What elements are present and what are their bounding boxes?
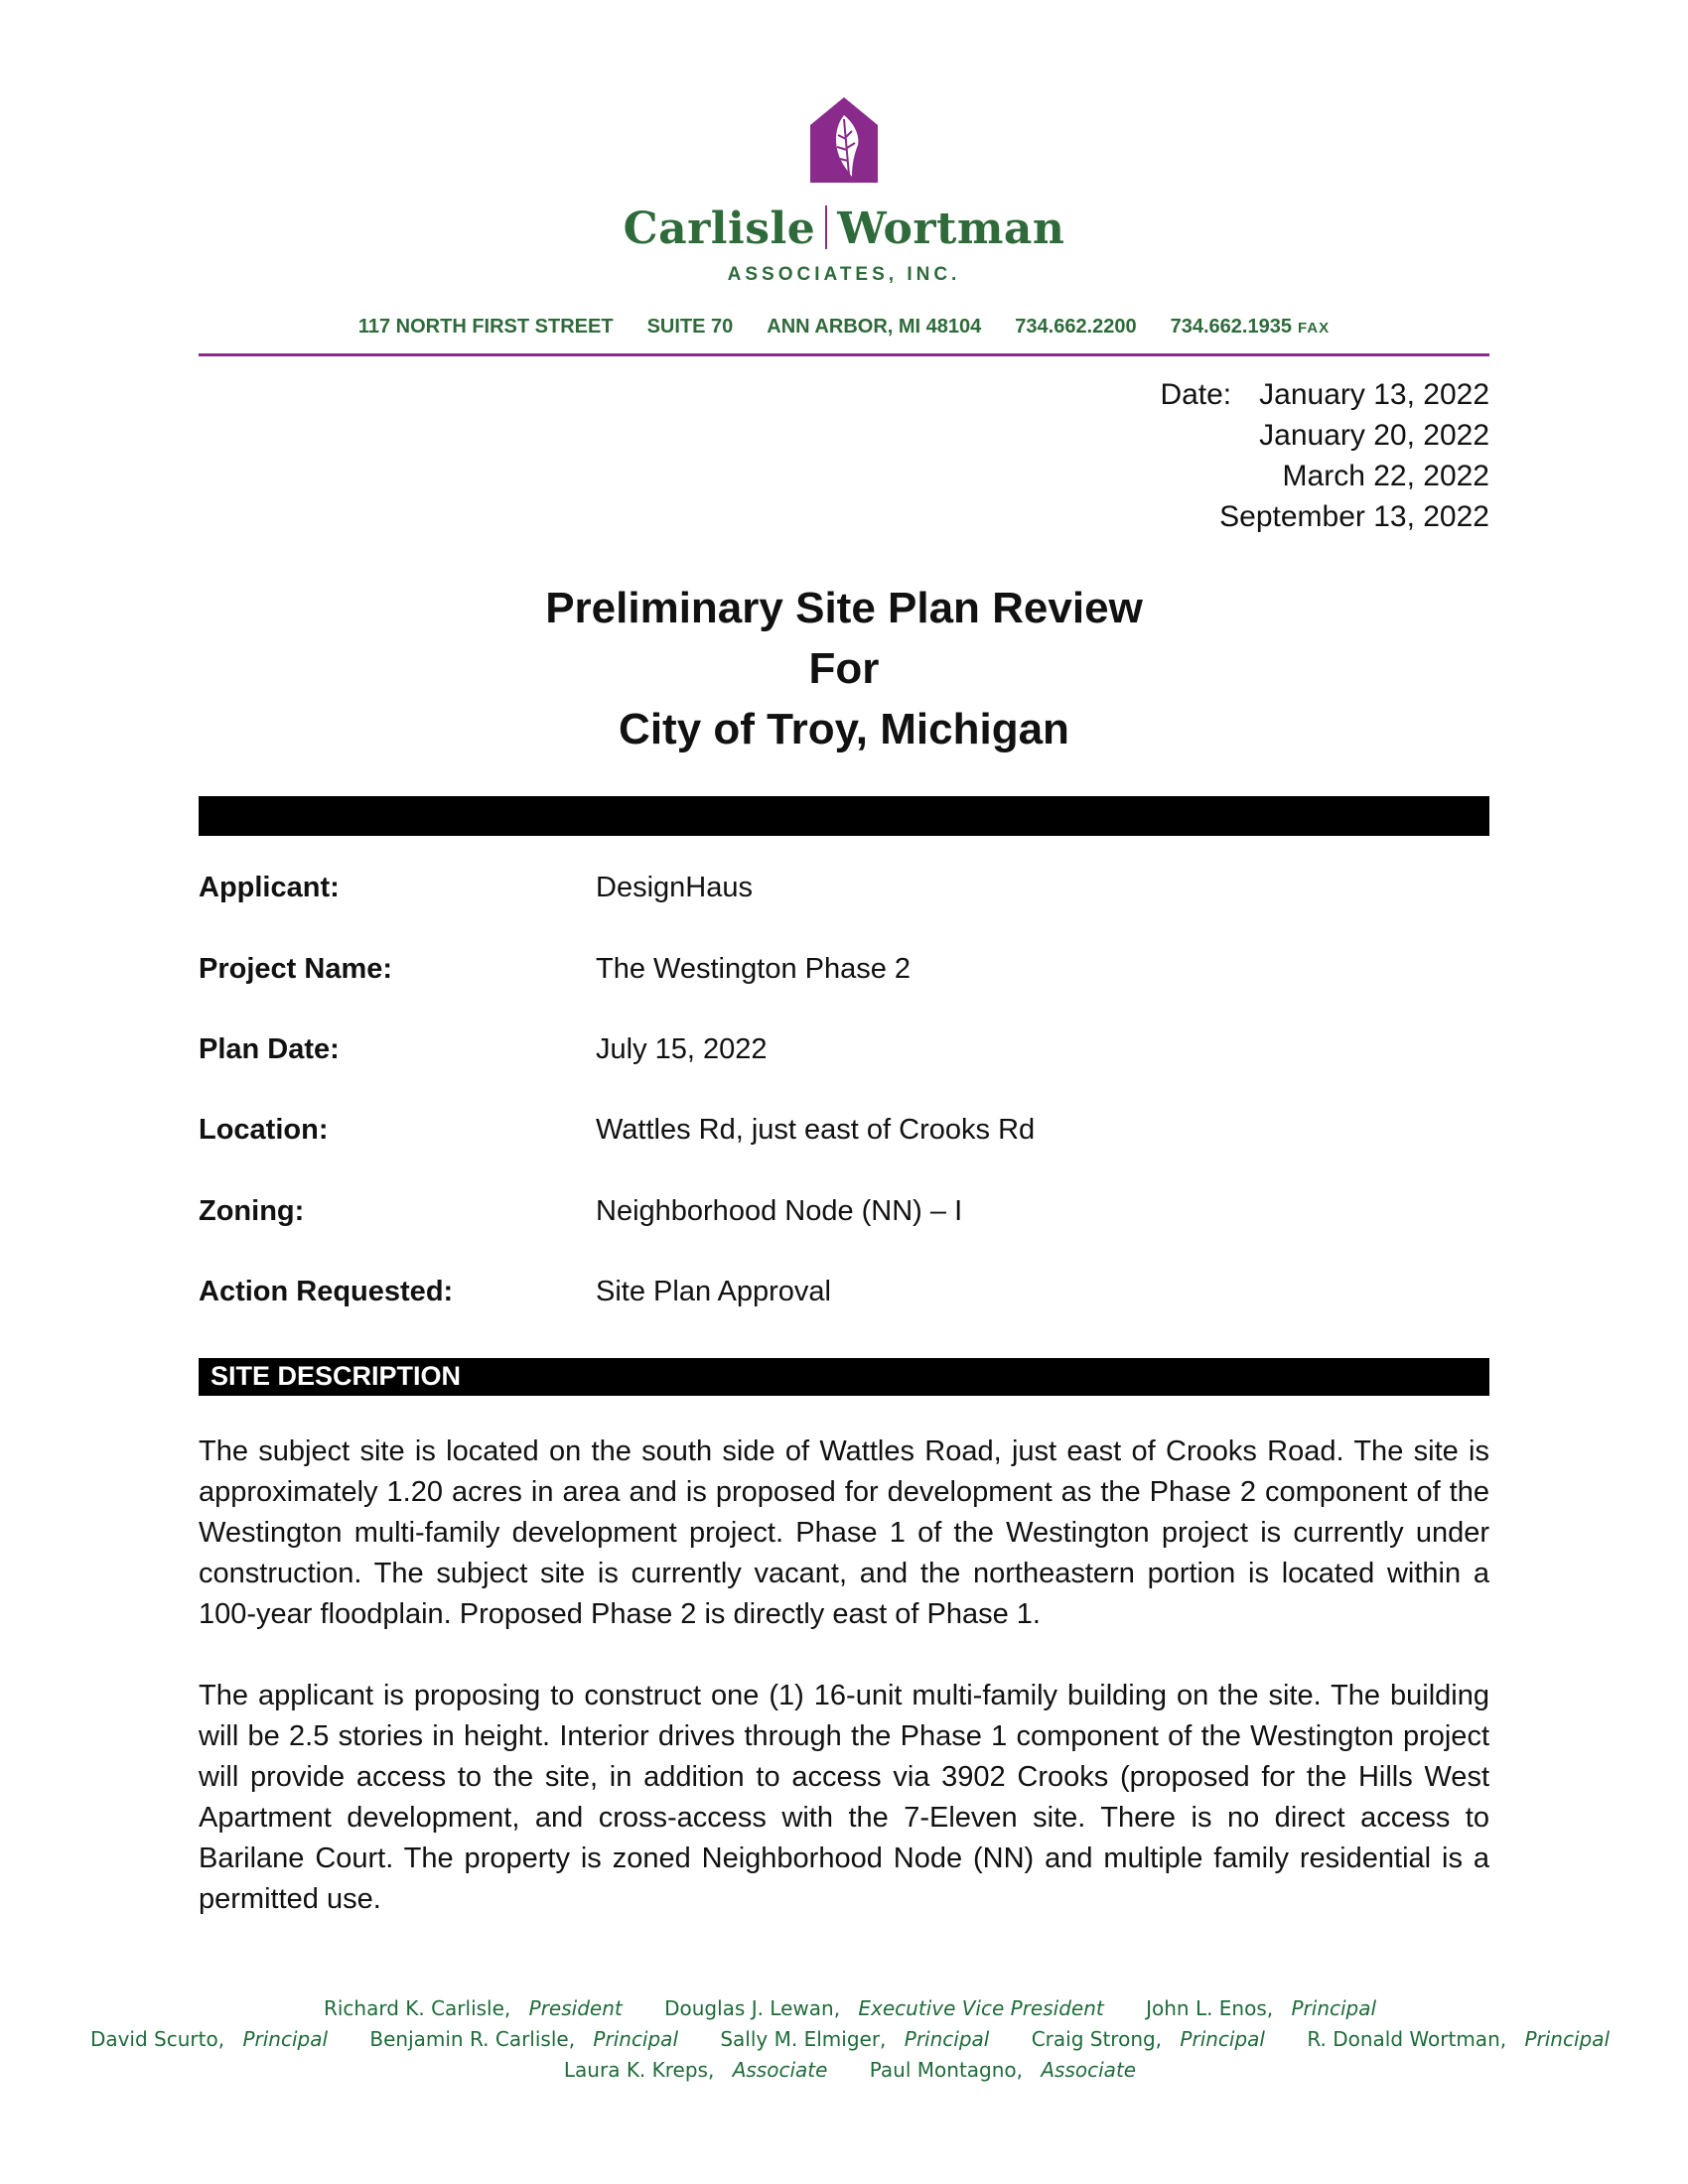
staff-name: Benjamin R. Carlisle, [369,2027,576,2051]
company-subtitle: ASSOCIATES, INC. [727,264,961,285]
date-block [1160,374,1489,537]
fax-number: 734.662.1935 [1170,316,1292,338]
staff-name: Sally M. Elmiger, [720,2027,887,2051]
field-value: July 15, 2022 [596,1033,768,1065]
staff-entry [1134,1996,1376,2020]
staff-role: Executive Vice President [858,1996,1104,2020]
staff-name: Douglas J. Lewan, [664,1996,841,2020]
staff-name: Paul Montagno, [869,2058,1024,2082]
field-label: Plan Date: [199,1033,340,1065]
section-heading: SITE DESCRIPTION [211,1361,462,1391]
address-line [199,316,1489,339]
staff-entry [1295,2027,1610,2051]
paragraph: The subject site is located on the south side of Wattles Road, just east of Crooks Road. The site is approximately 1.20 acres in area and is proposed for development as the Phase 2 component of the Westington multi-family development project. Phase 1 of the Westington project is currently under construction. The subject site is currently vacant, and the northeastern portion is located within a 100-year floodplain. Proposed Phase 2 is directly east of Phase 1. [199,1435,1489,1630]
staff-entry [1020,2027,1265,2051]
address-city: ANN ARBOR, MI 48104 [767,316,982,338]
brand-divider [825,205,827,249]
date-value: March 22, 2022 [1282,460,1489,492]
field-value: Wattles Rd, just east of Crooks Rd [596,1114,1036,1146]
paragraph: The applicant is proposing to construct one (1) 16-unit multi-family building on the site. The building will be 2.5 stories in height. Interior drives through the Phase 1 component of the Westington project will provide access to the site, in addition to access via 3902 Crooks (proposed for the Hills West Apartment development, and cross-access with the 7-Eleven site. There is no direct access to Barilane Court. The property is zoned Neighborhood Node (NN) and multiple family residential is a permitted use. [199,1680,1489,1915]
title-line: Preliminary Site Plan Review [545,584,1143,632]
staff-role: President [528,1996,623,2020]
staff-name: John L. Enos, [1146,1996,1274,2020]
field-label: Project Name: [199,953,393,985]
oak-leaf-house-icon [808,95,880,187]
date-label: Date: [1160,378,1232,411]
staff-role: Associate [1041,2058,1137,2082]
fax-label: FAX [1297,320,1331,337]
staff-entry [78,2027,328,2051]
company-logo [0,95,1688,187]
staff-role: Principal [1524,2027,1611,2051]
brand-left: Carlisle [623,204,816,254]
field-label: Location: [199,1114,329,1146]
document-title [0,578,1688,759]
title-divider-bar [199,796,1489,836]
date-value: January 20, 2022 [1259,419,1489,452]
staff-name: Craig Strong, [1031,2027,1163,2051]
title-line: For [808,644,880,693]
staff-role: Principal [1180,2027,1265,2051]
staff-entry [858,2058,1136,2082]
staff-name: David Scurto, [89,2027,225,2051]
staff-role: Principal [1291,1996,1377,2020]
staff-name: Richard K. Carlisle, [323,1996,511,2020]
staff-role: Associate [732,2058,828,2082]
title-line: City of Troy, Michigan [619,705,1069,753]
field-value: DesignHaus [596,872,753,903]
staff-role: Principal [242,2027,329,2051]
brand-right: Wortman [837,204,1065,254]
address-phone: 734.662.2200 [1015,316,1137,338]
staff-name: R. Donald Wortman, [1307,2027,1507,2051]
staff-name: Laura K. Kreps, [563,2058,715,2082]
field-value: The Westington Phase 2 [596,953,912,985]
letterhead-divider [199,353,1489,356]
field-label: Zoning: [199,1195,305,1227]
address-street: 117 NORTH FIRST STREET [357,316,614,338]
footer-line [0,2055,1688,2086]
staff-role: Principal [904,2027,990,2051]
address-suite: SUITE 70 [646,316,734,338]
company-name [0,204,1688,254]
staff-entry [552,2058,828,2082]
date-value: September 13, 2022 [1219,500,1489,533]
date-value: January 13, 2022 [1259,378,1489,411]
staff-entry [652,1996,1104,2020]
field-label: Action Requested: [199,1276,454,1307]
staff-entry [708,2027,989,2051]
staff-entry [357,2027,678,2051]
field-label: Applicant: [199,872,340,903]
footer-staff-list [0,1993,1688,2086]
section-heading-bar [199,1358,1489,1396]
address-fax [1171,316,1331,339]
footer-line [0,2024,1688,2055]
field-value: Site Plan Approval [596,1276,831,1307]
staff-entry [312,1996,623,2020]
field-value: Neighborhood Node (NN) – I [596,1195,963,1227]
staff-role: Principal [593,2027,678,2051]
footer-line [0,1993,1688,2024]
